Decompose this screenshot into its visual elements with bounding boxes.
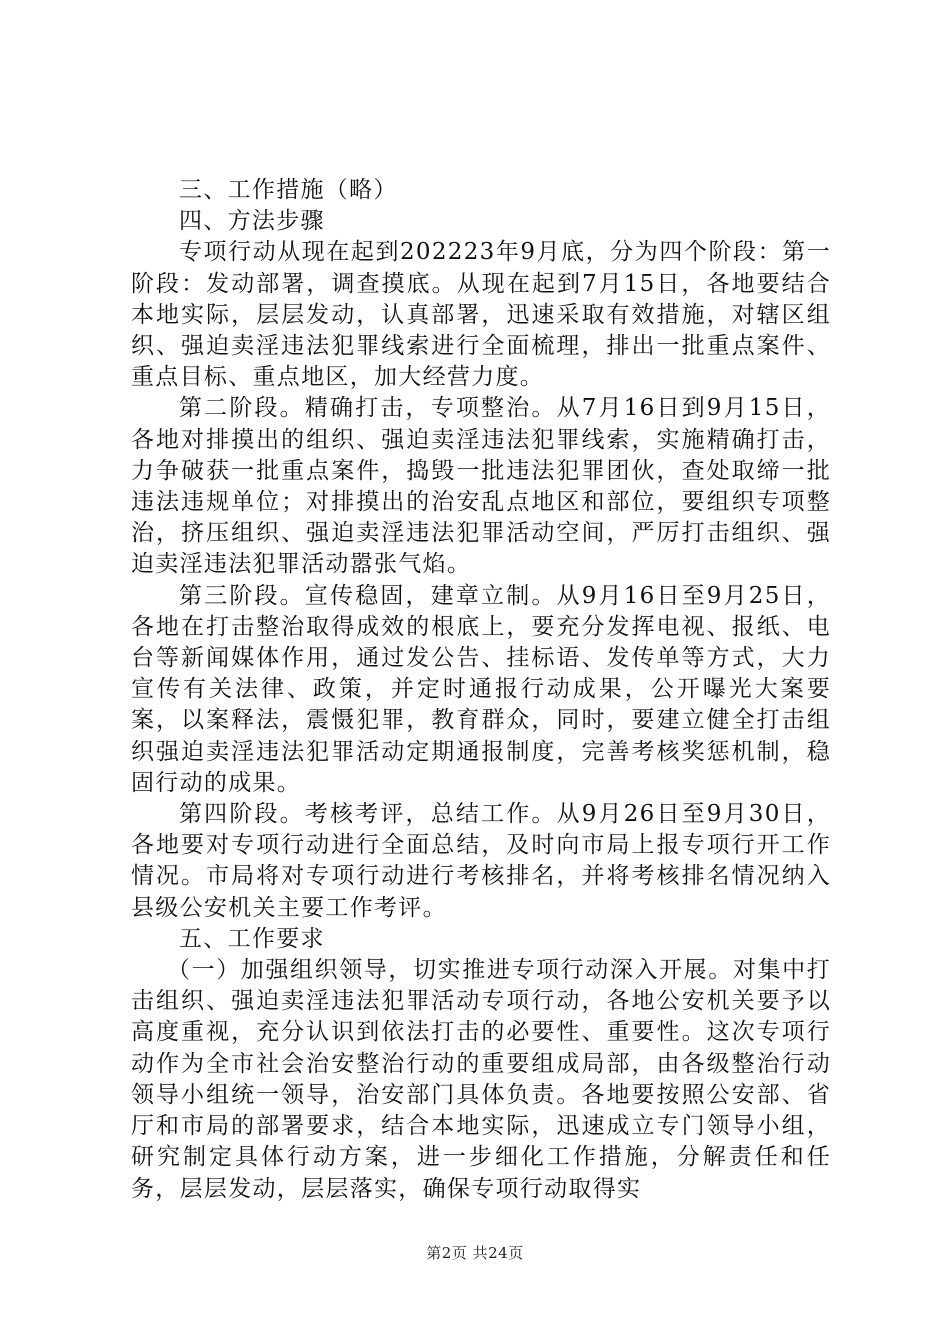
paragraph-phase-three: 第三阶段。宣传稳固，建章立制。从9月16日至9月25日，各地在打击整治取得成效的根底上，要充分发挥电视、报纸、电台等新闻媒体作用，通过发公告、挂标语、发传单等方式，大力宣传有关法律、政策，并定时通报行动成果，公开曝光大案要案，以案释法，震慑犯罪，教育群众，同时，要建立健全打击组织强迫卖淫违法犯罪活动定期通报制度，完善考核奖惩机制，稳固行动的成果。 bbox=[131, 582, 831, 796]
page-number-footer: 第2页 共24页 bbox=[426, 1244, 524, 1262]
paragraph-phase-four: 第四阶段。考核考评，总结工作。从9月26日至9月30日，各地要对专项行动进行全面总结，及时向市局上报专项行开工作情况。市局将对专项行动进行考核排名，并将考核排名情况纳入县级公安机关主要工作考评。 bbox=[131, 801, 831, 921]
section-heading-requirements: 五、工作要求 bbox=[179, 925, 325, 952]
paragraph-phase-two: 第二阶段。精确打击，专项整治。从7月16日到9月15日，各地对排摸出的组织、强迫卖淫违法犯罪线索，实施精确打击，力争破获一批重点案件，捣毁一批违法犯罪团伙，查处取缔一批违法违规单位；对排摸出的治安乱点地区和部位，要组织专项整治，挤压组织、强迫卖淫违法犯罪活动空间，严厉打击组织、强迫卖淫违法犯罪活动嚣张气焰。 bbox=[131, 395, 831, 578]
paragraph-phase-one: 专项行动从现在起到202223年9月底，分为四个阶段：第一阶段：发动部署，调查摸底。从现在起到7月15日，各地要结合本地实际，层层发动，认真部署，迅速采取有效措施，对辖区组织、强迫卖淫违法犯罪线索进行全面梳理，排出一批重点案件、重点目标、重点地区，加大经营力度。 bbox=[131, 239, 831, 391]
document-body bbox=[131, 175, 831, 1205]
section-heading-measures: 三、工作措施（略） bbox=[179, 177, 398, 203]
section-heading-steps: 四、方法步骤 bbox=[179, 208, 325, 235]
paragraph-requirement-one: （一）加强组织领导，切实推进专项行动深入开展。对集中打击组织、强迫卖淫违法犯罪活动专项行动，各地公安机关要予以高度重视，充分认识到依法打击的必要性、重要性。这次专项行动作为全市社会治安整治行动的重要组成局部，由各级整治行动领导小组统一领导，治安部门具体负责。各地要按照公安部、省厅和市局的部署要求，结合本地实际，迅速成立专门领导小组，研究制定具体行动方案，进一步细化工作措施，分解责任和任务，层层发动，层层落实，确保专项行动取得实 bbox=[131, 957, 831, 1202]
